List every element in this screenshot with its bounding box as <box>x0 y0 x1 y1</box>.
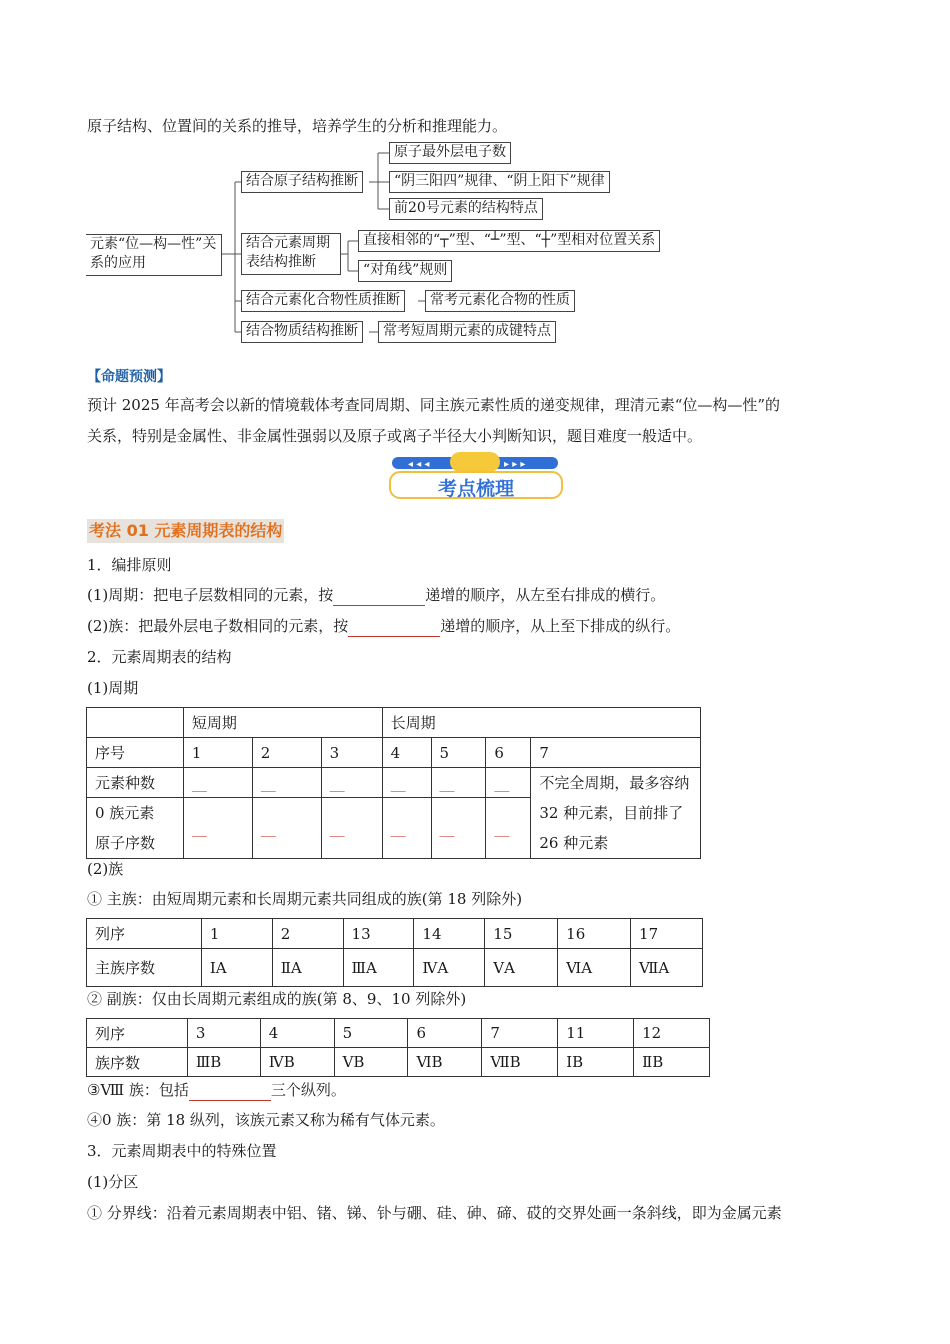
mindmap-branch-atomic-structure: 结合原子结构推断 <box>241 171 363 193</box>
period-number: 4 <box>382 738 431 768</box>
sub-heading: (1)分区 <box>87 1173 139 1191</box>
mindmap-leaf: “对角线”规则 <box>358 260 452 282</box>
mindmap-branch-compound-properties: 结合元素化合物性质推断 <box>241 290 405 312</box>
group-number: ⅥB <box>408 1048 482 1077</box>
blank-cell: __ <box>321 798 382 859</box>
group-number: ⅦB <box>482 1048 558 1077</box>
text-segment: 递增的顺序，从上至下排成的纵行。 <box>440 617 681 635</box>
column-number: 14 <box>414 919 485 949</box>
sub-heading: (1)周期 <box>87 679 139 697</box>
blank-cell: __ <box>431 798 486 859</box>
mindmap-leaf: “阴三阳四”规律、“阴上阳下”规律 <box>389 171 610 193</box>
main-group-line: ① 主族：由短周期元素和长周期元素共同组成的族(第 18 列除外) <box>87 890 523 908</box>
svg-text:▸ ▸ ▸: ▸ ▸ ▸ <box>504 459 526 470</box>
mindmap-branch-substance-structure: 结合物质结构推断 <box>241 321 363 343</box>
text-segment: (2)族：把最外层电子数相同的元素，按 <box>87 617 349 635</box>
section-title: 考法 01 元素周期表的结构 <box>87 519 284 543</box>
mindmap-leaf: 常考短周期元素的成键特点 <box>378 321 556 343</box>
column-number: 16 <box>558 919 631 949</box>
main-group-table <box>86 918 703 987</box>
text-segment: ③Ⅷ 族：包括 <box>87 1081 189 1099</box>
period-number: 2 <box>252 738 321 768</box>
blank-cell: __ <box>252 768 321 798</box>
intro-line: 原子结构、位置间的关系的推导，培养学生的分析和推理能力。 <box>87 117 508 135</box>
mindmap-root: 元素“位—构—性”关系的应用 <box>86 234 222 276</box>
sub-group-line: ② 副族：仅由长周期元素组成的族(第 8、9、10 列除外) <box>87 990 467 1008</box>
svg-text:◂ ◂ ◂: ◂ ◂ ◂ <box>408 459 430 470</box>
mindmap-leaf: 前20号元素的结构特点 <box>389 198 543 220</box>
mindmap-leaf: 常考元素化合物的性质 <box>425 290 575 312</box>
group-8-line <box>87 1080 346 1101</box>
text-segment: 三个纵列。 <box>270 1081 346 1099</box>
sub-group-table <box>86 1018 710 1077</box>
blank-cell: __ <box>382 798 431 859</box>
group-number: ⅢA <box>343 949 414 987</box>
blank-cell: __ <box>252 798 321 859</box>
column-number: 11 <box>558 1019 634 1048</box>
group-number: ⅡB <box>634 1048 710 1077</box>
short-period-header: 短周期 <box>183 708 382 738</box>
fill-blank <box>333 585 425 606</box>
period-number: 7 <box>531 738 701 768</box>
table-cell <box>87 708 184 738</box>
row-label: 序号 <box>87 738 184 768</box>
column-number: 4 <box>260 1019 334 1048</box>
period-number: 3 <box>321 738 382 768</box>
mindmap-leaf: 直接相邻的“┬”型、“┴”型、“┼”型相对位置关系 <box>358 230 660 252</box>
long-period-header: 长周期 <box>382 708 700 738</box>
item-heading: 3．元素周期表中的特殊位置 <box>87 1142 277 1160</box>
column-number: 12 <box>634 1019 710 1048</box>
group-number: ⅤB <box>334 1048 408 1077</box>
row-label: 族序数 <box>87 1048 188 1077</box>
period-principle <box>87 585 665 606</box>
row-label-line: 0 族元素 <box>95 804 155 822</box>
section-banner <box>388 452 564 502</box>
column-number: 5 <box>334 1019 408 1048</box>
column-number: 3 <box>187 1019 260 1048</box>
blank-cell: __ <box>183 798 252 859</box>
column-number: 17 <box>631 919 703 949</box>
period-number: 1 <box>183 738 252 768</box>
group-principle <box>87 616 680 637</box>
row-label: 列序 <box>87 919 202 949</box>
column-number: 7 <box>482 1019 558 1048</box>
group-number: ⅣB <box>260 1048 334 1077</box>
group-number: ⅤA <box>485 949 558 987</box>
forecast-line-2: 关系，特别是金属性、非金属性强弱以及原子或离子半径大小判断知识，题目难度一般适中。 <box>87 427 703 445</box>
text-segment: 递增的顺序，从左至右排成的横行。 <box>425 586 666 604</box>
row-label: 列序 <box>87 1019 188 1048</box>
period-number: 6 <box>486 738 531 768</box>
column-number: 1 <box>201 919 272 949</box>
column-number: 2 <box>272 919 343 949</box>
blank-cell: __ <box>486 798 531 859</box>
forecast-heading: 【命题预测】 <box>87 369 171 385</box>
group-number: ⅠB <box>558 1048 634 1077</box>
row-label: 元素种数 <box>87 768 184 798</box>
fill-blank <box>348 616 440 637</box>
fill-blank <box>189 1080 271 1101</box>
period-number: 5 <box>431 738 486 768</box>
blank-cell: __ <box>486 768 531 798</box>
boundary-line-text: ① 分界线：沿着元素周期表中铝、锗、锑、钋与硼、硅、砷、碲、砹的交界处画一条斜线，即为金属元素 <box>87 1204 782 1222</box>
group-number: ⅣA <box>414 949 485 987</box>
blank-cell: __ <box>431 768 486 798</box>
group-0-line: ④0 族：第 18 纵列，该族元素又称为稀有气体元素。 <box>87 1111 445 1129</box>
group-number: ⅠA <box>201 949 272 987</box>
banner-title: 考点梳理 <box>437 478 514 500</box>
blank-cell: __ <box>321 768 382 798</box>
row-label-two-line <box>87 798 184 859</box>
blank-cell: __ <box>183 768 252 798</box>
period-table <box>86 707 701 859</box>
mindmap-leaf: 原子最外层电子数 <box>389 142 511 164</box>
row-label-line: 原子序数 <box>95 834 156 852</box>
group-number: ⅦA <box>631 949 703 987</box>
blank-cell: __ <box>382 768 431 798</box>
sub-heading: (2)族 <box>87 860 124 878</box>
group-number: ⅥA <box>558 949 631 987</box>
item-heading: 1．编排原则 <box>87 556 172 574</box>
column-number: 13 <box>343 919 414 949</box>
row-label: 主族序数 <box>87 949 202 987</box>
column-number: 6 <box>408 1019 482 1048</box>
period-7-note: 不完全周期，最多容纳 32 种元素，目前排了 26 种元素 <box>531 768 701 859</box>
forecast-line-1: 预计 2025 年高考会以新的情境载体考查同周期、同主族元素性质的递变规律，理清元素“位—构—性”的 <box>87 396 781 414</box>
mindmap-branch-periodic-table: 结合元素周期表结构推断 <box>241 233 341 275</box>
item-heading: 2．元素周期表的结构 <box>87 648 232 666</box>
group-number: ⅡA <box>272 949 343 987</box>
group-number: ⅢB <box>187 1048 260 1077</box>
column-number: 15 <box>485 919 558 949</box>
text-segment: (1)周期：把电子层数相同的元素，按 <box>87 586 334 604</box>
